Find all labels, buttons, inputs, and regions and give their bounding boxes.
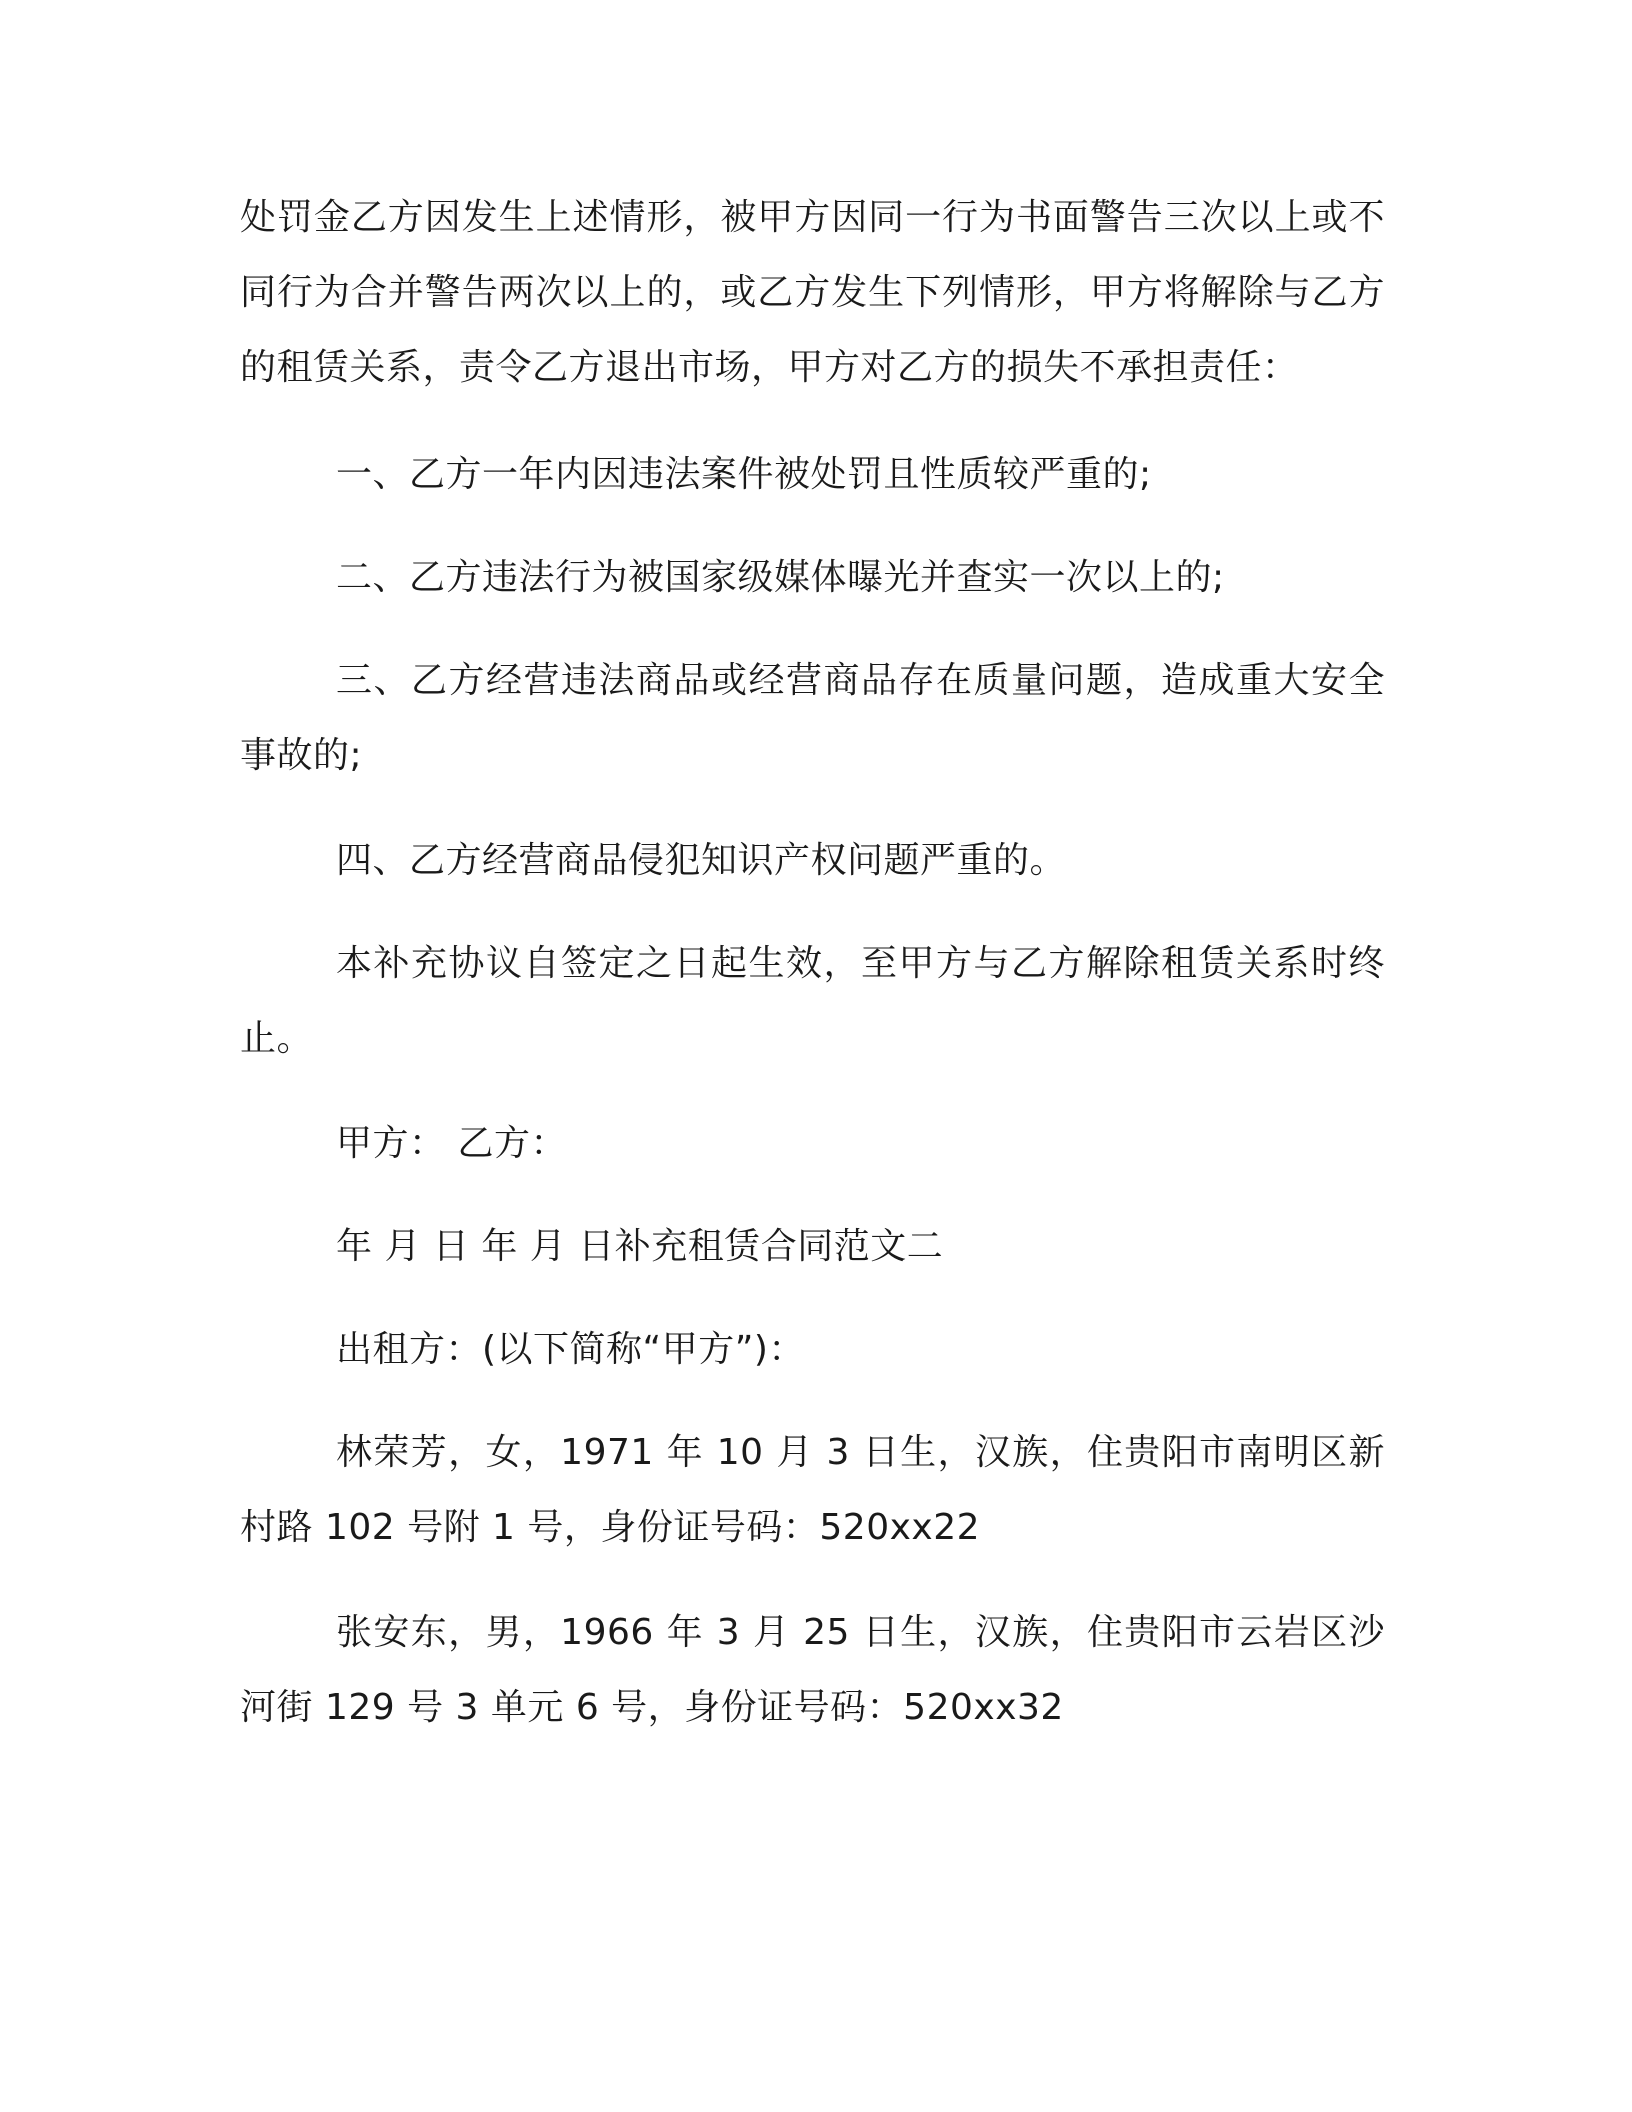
paragraph-lessor-1: 林荣芳，女，1971 年 10 月 3 日生，汉族，住贵阳市南明区新村路 102 号附 1 号，身份证号码：520xx22 [240, 1432, 1385, 1548]
paragraph-item-1: 一、乙方一年内因违法案件被处罚且性质较严重的; [336, 454, 1152, 495]
paragraph-lessor-heading: 出租方：(以下简称“甲方”)： [336, 1329, 805, 1370]
paragraph-signature-parties: 甲方： 乙方： [336, 1123, 567, 1164]
paragraph-item-3: 三、乙方经营违法商品或经营商品存在质量问题，造成重大安全事故的; [240, 660, 1385, 776]
paragraph-termination-clause: 处罚金乙方因发生上述情形，被甲方因同一行为书面警告三次以上或不同行为合并警告两次以上的，或乙方发生下列情形，甲方将解除与乙方的租赁关系，责令乙方退出市场，甲方对乙方的损失不承担责任： [240, 197, 1385, 388]
paragraph-date-and-title: 年 月 日 年 月 日补充租赁合同范文二 [336, 1226, 944, 1267]
paragraph-item-2: 二、乙方违法行为被国家级媒体曝光并查实一次以上的; [336, 557, 1225, 598]
paragraph-effective-date: 本补充协议自签定之日起生效，至甲方与乙方解除租赁关系时终止。 [240, 943, 1385, 1059]
paragraph-lessor-2: 张安东，男，1966 年 3 月 25 日生，汉族，住贵阳市云岩区沙河街 129 号 3 单元 6 号，身份证号码：520xx32 [240, 1612, 1385, 1728]
paragraph-item-4: 四、乙方经营商品侵犯知识产权问题严重的。 [336, 840, 1067, 881]
